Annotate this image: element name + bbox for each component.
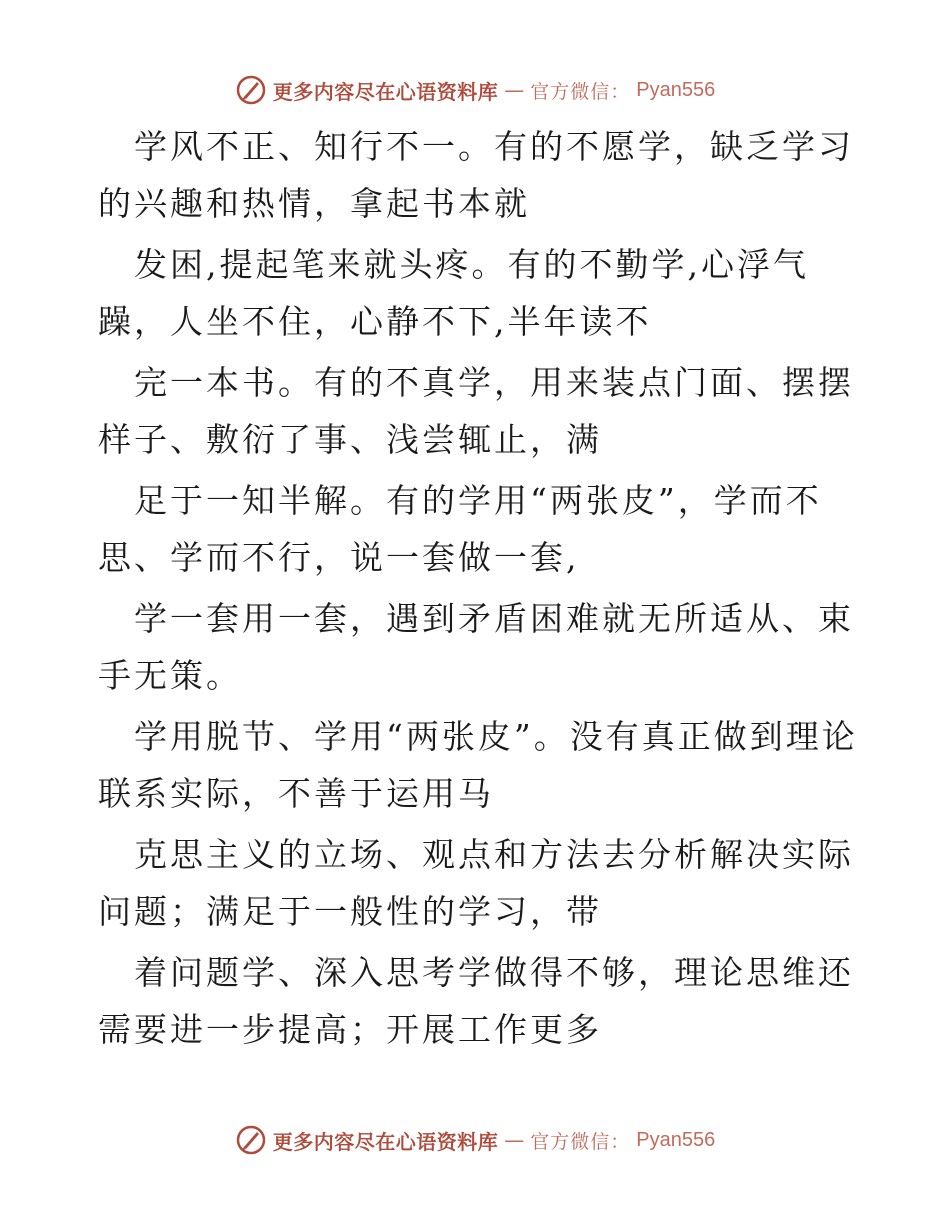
body-paragraph: 着问题学、深入思考学做得不够，理论思维还需要进一步提高；开展工作更多	[98, 953, 854, 1049]
body-paragraph: 克思主义的立场、观点和方法去分析解决实际问题；满足于一般性的学习，带	[98, 835, 854, 931]
quill-logo-icon	[235, 74, 267, 106]
header-banner	[0, 70, 950, 110]
document-body	[98, 118, 858, 1062]
banner-brand-text: 更多内容尽在心语资料库	[272, 1129, 499, 1154]
banner-wechat-handle: Pyan556	[636, 1128, 716, 1151]
banner-wechat-handle: Pyan556	[636, 78, 716, 101]
banner-dash: —	[504, 1128, 525, 1152]
banner-dash: —	[504, 78, 525, 102]
body-paragraph: 发困,提起笔来就头疼。有的不勤学,心浮气躁，人坐不住，心静不下,半年读不	[98, 245, 809, 341]
body-paragraph: 足于一知半解。有的学用“两张皮”，学而不思、学而不行，说一套做一套,	[98, 481, 822, 577]
body-paragraph: 学一套用一套，遇到矛盾困难就无所适从、束手无策。	[98, 599, 854, 695]
banner-wechat-label: 官方微信：	[530, 80, 631, 103]
banner-brand-text: 更多内容尽在心语资料库	[272, 79, 499, 104]
quill-logo-icon	[235, 1124, 267, 1156]
footer-banner	[0, 1120, 950, 1160]
body-paragraph: 学风不正、知行不一。有的不愿学，缺乏学习的兴趣和热情，拿起书本就	[98, 127, 854, 223]
banner-wechat-label: 官方微信：	[530, 1130, 631, 1153]
body-paragraph: 完一本书。有的不真学，用来装点门面、摆摆样子、敷衍了事、浅尝辄止，满	[98, 363, 854, 459]
body-paragraph: 学用脱节、学用“两张皮”。没有真正做到理论联系实际，不善于运用马	[98, 717, 858, 813]
